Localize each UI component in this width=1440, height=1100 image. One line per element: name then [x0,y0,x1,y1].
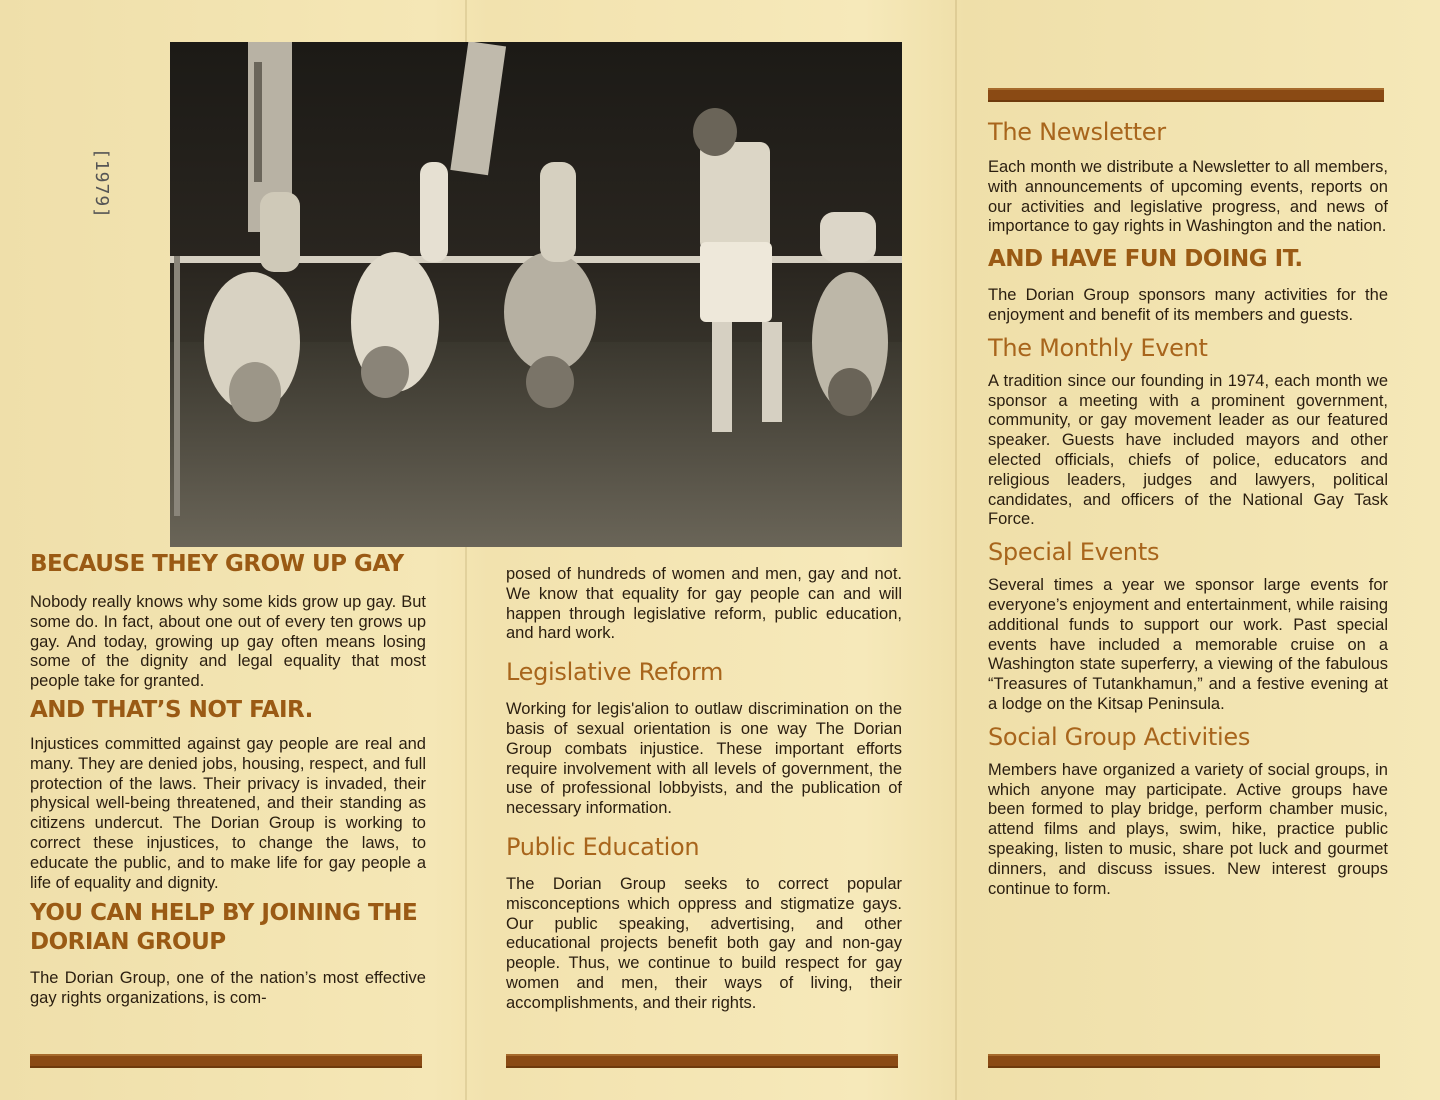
heading-public-education: Public Education [506,832,700,861]
paragraph-composed: posed of hundreds of women and men, gay and not. We know that equality for gay people can and will happen through legislative reform, public education, and hard work. [506,565,902,643]
heading-have-fun: AND HAVE FUN DOING IT. [988,246,1303,273]
heading-social-group: Social Group Activities [988,722,1251,751]
paragraph-join: The Dorian Group, one of the nation’s most effective gay rights organizations, is com- [30,969,426,1008]
paragraph-special-events: Several times a year we sponsor large events for everyone’s enjoyment and entertainment, while raising additional funds to support our work. Past special events have included a memorable cruise on a Washington state superferry, a viewing of the fabulous “Treasures of Tutankhamun,” and a festive evening at a lodge on the Kitsap Peninsula. [988,576,1388,713]
top-bar-right [988,88,1384,102]
column-left [30,550,426,1009]
column-right [988,88,1388,899]
heading-legislative-reform: Legislative Reform [506,658,724,687]
children-hanging-upside-down-photo-icon [170,42,902,547]
heading-monthly-event: The Monthly Event [988,333,1208,362]
paragraph-public-education: The Dorian Group seeks to correct popular misconceptions which oppress and stigmatize gays. Our public speaking, advertising, and other educational projects benefit both gay and non-gay people. Thus, we continue to build respect for gay women and men, their ways of living, their accomplishments, and their rights. [506,874,902,1012]
column-middle [506,565,902,1014]
fold-line-right [955,0,957,1100]
bottom-bar-middle [506,1054,898,1068]
bottom-bar-right [988,1054,1380,1068]
heading-newsletter: The Newsletter [988,118,1166,146]
heading-grow-up-gay: BECAUSE THEY GROW UP GAY [30,551,404,577]
paragraph-legislative-reform: Working for legis'alion to outlaw discrimination on the basis of sexual orientation is one way The Dorian Group combats injustice. These important efforts require involvement with all levels of government, the use of professional lobbyists, and the publication of necessary information. [506,700,902,818]
heading-not-fair: AND THAT’S NOT FAIR. [30,696,313,723]
paragraph-social-group: Members have organized a variety of social groups, in which anyone may participate. Active groups have been formed to play bridge, perform chamber music, attend films and plays, swim, hike, practice public speaking, listen to music, share pot luck and gourmet dinners, and discuss issues. New interest groups continue to form. [988,760,1388,898]
heading-special-events: Special Events [988,538,1160,567]
year-stamp: [1979] [91,148,112,220]
paragraph-grow-up-gay: Nobody really knows why some kids grow up gay. But some do. In fact, about one out of every ten grows up gay. And today, growing up gay often means losing some of the dignity and legal equality that most people take for granted. [30,593,426,691]
paragraph-not-fair: Injustices committed against gay people are real and many. They are denied jobs, housing, respect, and full protection of the laws. Their privacy is invaded, their physical well-being threatened, and their standing as citizens undercut. The Dorian Group is working to correct these injustices, to change the laws, to educate the public, and to make life for gay people a life of equality and dignity. [30,734,426,892]
children-photo [170,42,902,547]
paragraph-newsletter: Each month we distribute a Newsletter to all members, with announcements of upcoming events, reports on our activities and legislative progress, and news of importance to gay rights in Washington and the nation. [988,158,1388,236]
bottom-bar-left [30,1054,422,1068]
paragraph-have-fun: The Dorian Group sponsors many activities for the enjoyment and benefit of its members and guests. [988,286,1388,324]
paragraph-monthly-event: A tradition since our founding in 1974, each month we sponsor a meeting with a prominent government, community, or gay movement leader as our featured speaker. Guests have included mayors and other elected officials, chiefs of police, educators and religious leaders, judges and lawyers, political candidates, and officers of the National Gay Task Force. [988,371,1388,529]
heading-join: YOU CAN HELP BY JOINING THE DORIAN GROUP [30,900,418,956]
